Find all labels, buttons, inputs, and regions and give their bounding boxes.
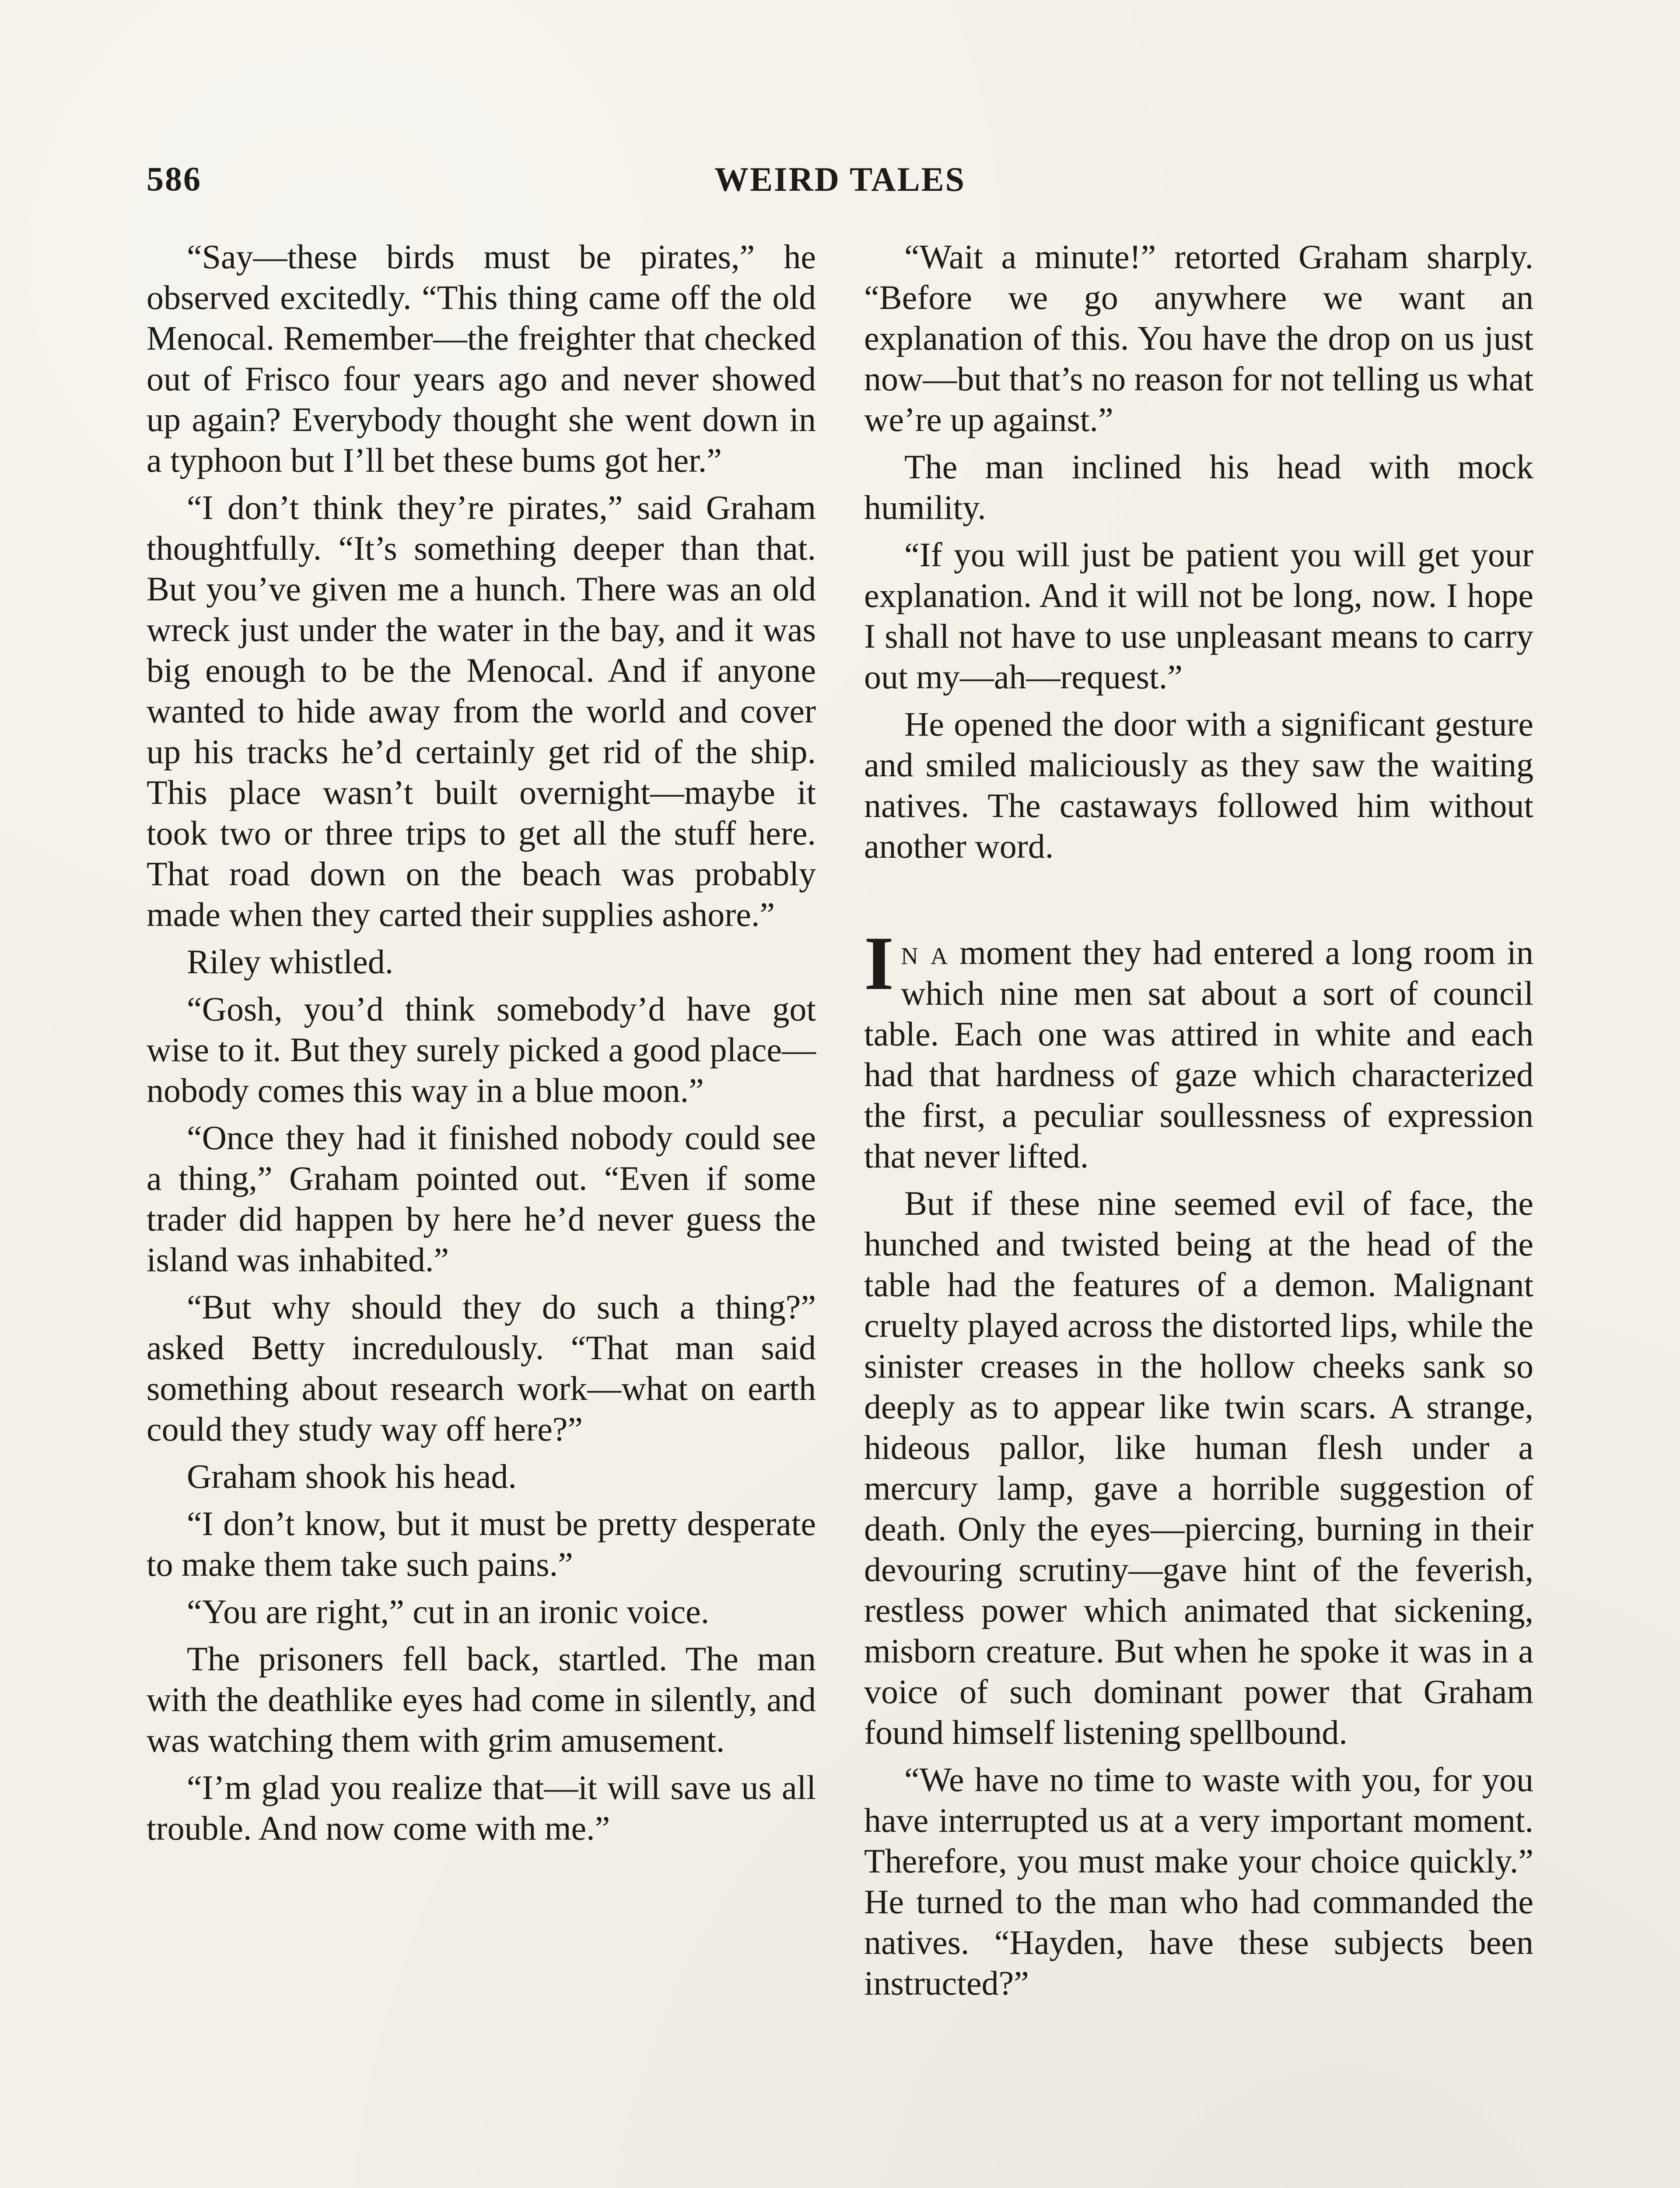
paragraph: “Wait a minute!” retorted Graham sharply. “Before we go anywhere we want an explanation of this. You have the drop on us just now—but that’s no reason for not telling us what we’re up against.” xyxy=(864,238,1533,438)
page-header xyxy=(147,153,1533,206)
page-number: 586 xyxy=(147,160,202,198)
paragraph: “If you will just be patient you will get your explanation. And it will not be long, now. I hope I shall not have to use unpleasant means to carry out my—ah—request.” xyxy=(864,536,1533,696)
paragraph: “You are right,” cut in an ironic voice. xyxy=(187,1592,710,1630)
paragraph: “Gosh, you’d think somebody’d have got wise to it. But they surely picked a good place—nobody comes this way in a blue moon.” xyxy=(147,990,816,1109)
paragraph: “Say—these birds must be pirates,” he observed excitedly. “This thing came off the old Menocal. Remember—the freighter that checked out of Frisco four years ago and never showed up again? Everybody thought she went down in a typhoon but I’ll bet these bums got her.” xyxy=(147,238,816,479)
paragraph: “We have no time to waste with you, for you have interrupted us at a very important moment. Therefore, you must make your choice quickly.” He turned to the man who had commanded the natives. “Hayden, have these subjects been instructed?” xyxy=(864,1760,1533,2002)
left-column xyxy=(147,236,816,2188)
opening-text: moment they had entered a long room in which nine men sat about a sort of council table. Each one was attired in white and each had that hardness of gaze which characterized the first, a peculiar soullessness of expression that never lifted. xyxy=(864,933,1533,1175)
story-columns xyxy=(147,236,1533,2188)
paragraph: He opened the door with a significant gesture and smiled maliciously as they saw the waiting natives. The castaways followed him without another word. xyxy=(864,705,1533,865)
section-opening-paragraph xyxy=(864,921,1533,1176)
paragraph: “I’m glad you realize that—it will save us all trouble. And now come with me.” xyxy=(147,1768,816,1847)
paragraph: Riley whistled. xyxy=(187,943,394,981)
drop-cap: I xyxy=(864,921,894,1006)
paragraph: But if these nine seemed evil of face, the hunched and twisted being at the head of the table had the features of a demon. Malignant cruelty played across the distorted lips, while the sinister creases in the hollow cheeks sank so deeply as to appear like twin scars. A strange, hideous pallor, like human flesh under a mercury lamp, gave a horrible suggestion of death. Only the eyes—piercing, burning in their devouring scrutiny—gave hint of the feverish, restless power which animated that sickening, misborn creature. But when he spoke it was in a voice of such dominant power that Graham found himself listening spellbound. xyxy=(864,1184,1533,1751)
opening-small-caps: n a xyxy=(901,933,948,971)
paragraph: “I don’t think they’re pirates,” said Graham thoughtfully. “It’s something deeper than that. But you’ve given me a hunch. There was an old wreck just under the water in the bay, and it was big enough to be the Menocal. And if anyone wanted to hide away from the world and cover up his tracks he’d certainly get rid of the ship. This place wasn’t built overnight—maybe it took two or three trips to get all the stuff here. That road down on the beach was probably made when they carted their supplies ashore.” xyxy=(147,488,816,933)
paragraph: “But why should they do such a thing?” asked Betty incredulously. “That man said something about research work—what on earth could they study way off here?” xyxy=(147,1288,816,1448)
running-title: WEIRD TALES xyxy=(714,160,966,198)
paragraph: The man inclined his head with mock humility. xyxy=(864,448,1533,526)
right-column xyxy=(864,236,1533,2188)
paragraph: The prisoners fell back, startled. The man with the deathlike eyes had come in silently, and was watching them with grim amusement. xyxy=(147,1640,816,1759)
paragraph: “Once they had it finished nobody could see a thing,” Graham pointed out. “Even if some trader did happen by here he’d never guess the island was inhabited.” xyxy=(147,1119,816,1279)
paragraph: “I don’t know, but it must be pretty desperate to make them take such pains.” xyxy=(147,1504,816,1583)
paragraph: Graham shook his head. xyxy=(187,1457,517,1495)
